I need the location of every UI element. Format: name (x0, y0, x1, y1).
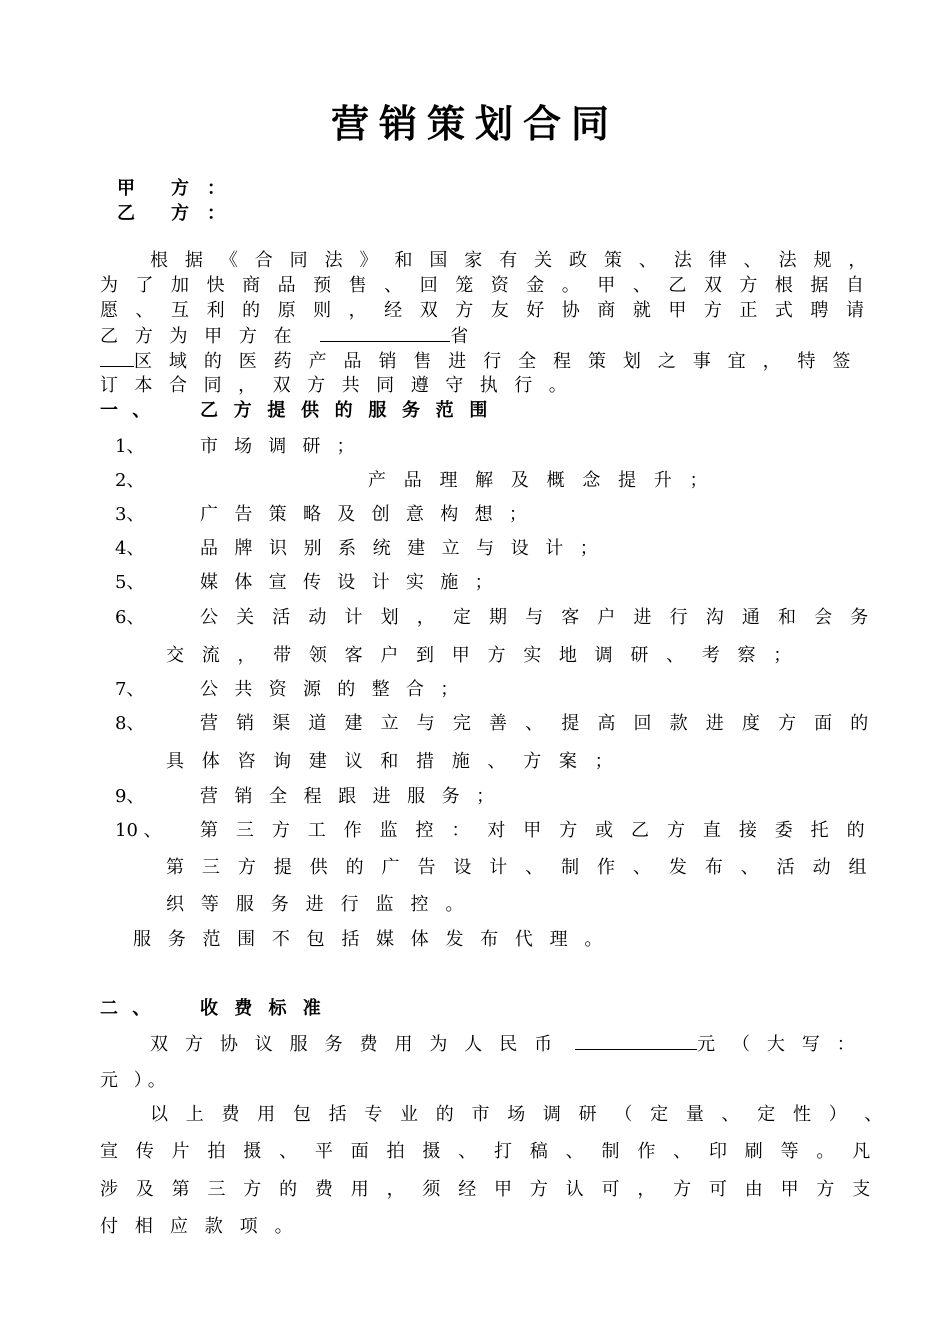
fee-detail-line-1: 以 上 费 用 包 括 专 业 的 市 场 调 研 （ 定 量 、 定 性 ） 、 (150, 1104, 889, 1125)
item-2-number: 2、 (115, 470, 145, 491)
region-blank (100, 350, 134, 367)
fee-line-2: 元 ）。 (100, 1070, 171, 1091)
section-1-heading: 乙 方 提 供 的 服 务 范 围 (200, 400, 493, 421)
item-5-text: 媒 体 宣 传 设 计 实 施 ； (200, 572, 498, 593)
fee-detail-line-4: 付 相 应 款 项 。 (100, 1216, 299, 1237)
party-a-label: 甲 方 ： (117, 178, 225, 199)
item-7-text: 公 共 资 源 的 整 合 ； (200, 679, 464, 700)
item-3-text: 广 告 策 略 及 创 意 构 想 ； (200, 504, 533, 525)
item-9-number: 9、 (115, 786, 145, 807)
item-9-text: 营 销 全 程 跟 进 服 务 ； (200, 786, 500, 807)
item-4-text: 品 牌 识 别 系 统 建 立 与 设 计 ； (200, 538, 604, 559)
item-10-text: 第 三 方 工 作 监 控 ： 对 甲 方 或 乙 方 直 接 委 托 的 (200, 820, 871, 841)
intro-line-2: 为 了 加 快 商 品 预 售 、 回 笼 资 金 。 甲 、 乙 双 方 根 据 自 (100, 275, 870, 296)
item-10-continuation-2: 织 等 服 务 进 行 监 控 。 (166, 894, 469, 915)
service-scope-note: 服 务 范 围 不 包 括 媒 体 发 布 代 理 。 (133, 929, 608, 950)
fee-detail-line-2: 宣 传 片 拍 摄 、 平 面 拍 摄 、 打 稿 、 制 作 、 印 刷 等 。 凡 (100, 1141, 877, 1162)
section-1-number: 一 、 (100, 400, 155, 421)
item-8-text: 营 销 渠 道 建 立 与 完 善 、 提 高 回 款 进 度 方 面 的 (200, 713, 875, 734)
intro-line-6: 订 本 合 同 ， 双 方 共 同 遵 守 执 行 。 (100, 375, 573, 396)
item-6-continuation: 交 流 ， 带 领 客 户 到 甲 方 实 地 调 研 、 考 察 ； (166, 645, 798, 666)
fee-text: 双 方 协 议 服 务 费 用 为 人 民 币 (150, 1034, 558, 1055)
item-4-number: 4、 (115, 538, 145, 559)
page-title: 营销策划合同 (330, 102, 619, 146)
province-suffix: 省 (450, 326, 474, 347)
fee-capital-label: 元 （ 大 写 ： (697, 1034, 861, 1055)
intro-line-3: 愿 、 互 利 的 原 则 ， 经 双 方 友 好 协 商 就 甲 方 正 式 聘 请 (100, 300, 870, 321)
item-1-number: 1、 (115, 436, 145, 457)
section-2-number: 二 、 (100, 998, 155, 1019)
intro-line-4 (100, 325, 474, 348)
item-6-text: 公 关 活 动 计 划 ， 定 期 与 客 户 进 行 沟 通 和 会 务 (200, 607, 875, 628)
item-10-continuation: 第 三 方 提 供 的 广 告 设 计 、 制 作 、 发 布 、 活 动 组 (166, 857, 873, 878)
province-blank (320, 325, 450, 342)
intro-line-5 (100, 350, 856, 373)
item-10-number: 10 、 (115, 820, 162, 841)
item-1-text: 市 场 调 研 ； (200, 436, 360, 457)
item-5-number: 5、 (115, 572, 145, 593)
fee-line-1 (150, 1033, 860, 1056)
section-2-heading: 收 费 标 准 (200, 998, 326, 1019)
fee-detail-line-3: 涉 及 第 三 方 的 费 用 ， 须 经 甲 方 认 可 ， 方 可 由 甲 方 支 (100, 1179, 877, 1200)
item-8-number: 8、 (115, 713, 145, 734)
party-b-label: 乙 方 ： (117, 203, 225, 224)
intro-line-4-text: 乙 方 为 甲 方 在 (100, 326, 298, 347)
item-7-number: 7、 (115, 679, 145, 700)
fee-amount-blank (575, 1033, 697, 1050)
item-6-number: 6、 (115, 607, 145, 628)
item-2-text: 产 品 理 解 及 概 念 提 升 ； (368, 470, 714, 491)
item-8-continuation: 具 体 咨 询 建 议 和 措 施 、 方 案 ； (166, 751, 619, 772)
intro-line-1: 根 据 《 合 同 法 》 和 国 家 有 关 政 策 、 法 律 、 法 规 ， (150, 250, 873, 271)
intro-line-5-text: 区 域 的 医 药 产 品 销 售 进 行 全 程 策 划 之 事 宜 ， 特 签 (134, 351, 857, 372)
item-3-number: 3、 (115, 504, 145, 525)
